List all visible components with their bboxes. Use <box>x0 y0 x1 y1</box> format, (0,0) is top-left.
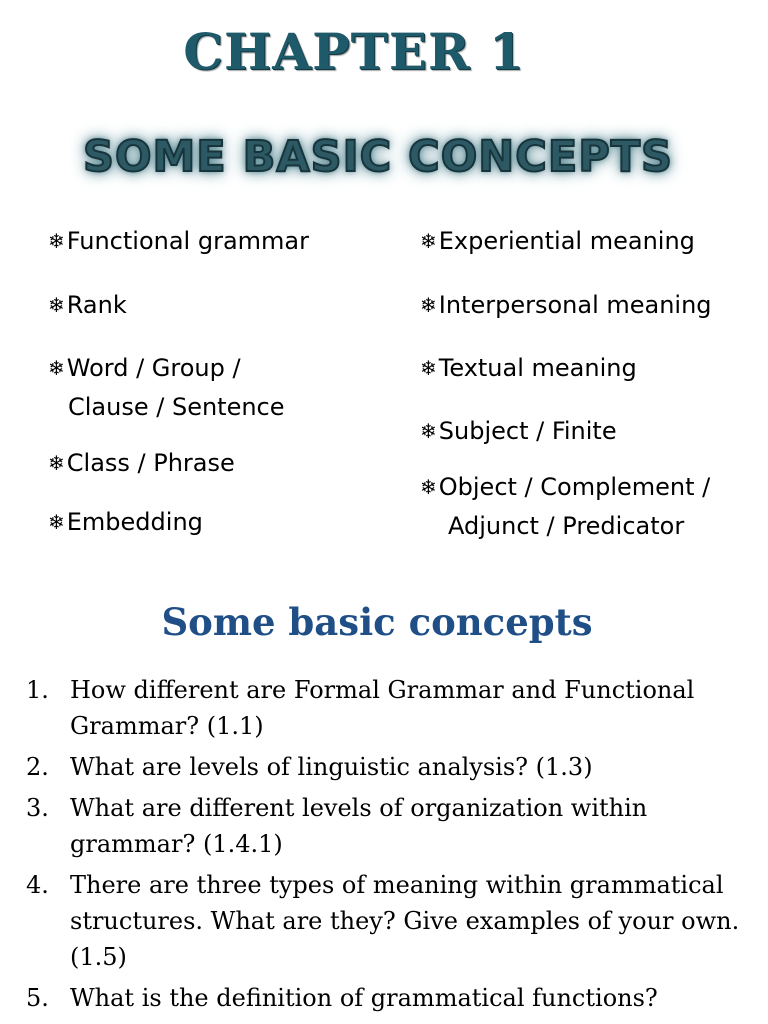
concept-label: Textual meaning <box>438 354 637 382</box>
snowflake-bullet-icon: ❄ <box>420 229 437 253</box>
question-list <box>22 672 762 1021</box>
concept-item <box>420 412 617 451</box>
question-item <box>22 867 762 975</box>
snowflake-bullet-icon: ❄ <box>48 451 65 475</box>
concept-item <box>420 349 637 388</box>
question-item <box>22 672 762 744</box>
concept-label: Experiential meaning <box>438 227 695 255</box>
snowflake-bullet-icon: ❄ <box>420 419 437 443</box>
question-text: What are different levels of organization within grammar? (1.4.1) <box>70 794 648 858</box>
concept-label: Subject / Finite <box>438 417 617 445</box>
question-number: 2. <box>26 753 49 781</box>
snowflake-bullet-icon: ❄ <box>48 293 65 317</box>
concept-label-continued: Clause / Sentence <box>68 393 285 421</box>
question-number: 3. <box>26 794 49 822</box>
question-item <box>22 980 762 1016</box>
concept-label-continued: Adjunct / Predicator <box>448 512 685 540</box>
concept-label: Word / Group / <box>66 354 241 382</box>
question-text: How different are Formal Grammar and Functional Grammar? (1.1) <box>70 676 695 740</box>
snowflake-bullet-icon: ❄ <box>48 229 65 253</box>
question-item <box>22 749 762 785</box>
concept-label: Class / Phrase <box>66 449 235 477</box>
question-item <box>22 790 762 862</box>
snowflake-bullet-icon: ❄ <box>420 293 437 317</box>
concept-label: Object / Complement / <box>438 473 711 501</box>
concept-item <box>48 444 235 483</box>
chapter-heading: CHAPTER 1 <box>183 22 525 81</box>
concept-label: Functional grammar <box>66 227 309 255</box>
concept-item <box>48 349 285 427</box>
concept-item <box>48 222 309 261</box>
question-text: What are levels of linguistic analysis? (1.3) <box>70 753 593 781</box>
question-number: 5. <box>26 984 49 1012</box>
snowflake-bullet-icon: ❄ <box>48 356 65 380</box>
snowflake-bullet-icon: ❄ <box>420 475 437 499</box>
section-title: Some basic concepts <box>161 600 593 644</box>
question-text: What is the definition of grammatical functions? <box>70 984 658 1012</box>
concept-item <box>420 222 695 261</box>
concept-label: Rank <box>66 291 127 319</box>
question-text: There are three types of meaning within grammatical structures. What are they? Give examples of your own. (1.5) <box>70 871 740 971</box>
snowflake-bullet-icon: ❄ <box>48 510 65 534</box>
concept-label: Interpersonal meaning <box>438 291 712 319</box>
concept-item <box>48 286 127 325</box>
concept-item <box>48 503 203 542</box>
concept-item <box>420 286 712 325</box>
concept-label: Embedding <box>66 508 203 536</box>
question-number: 4. <box>26 871 49 899</box>
snowflake-bullet-icon: ❄ <box>420 356 437 380</box>
question-number: 1. <box>26 676 49 704</box>
concept-item <box>420 468 710 546</box>
concepts-banner: SOME BASIC CONCEPTS <box>82 132 674 182</box>
